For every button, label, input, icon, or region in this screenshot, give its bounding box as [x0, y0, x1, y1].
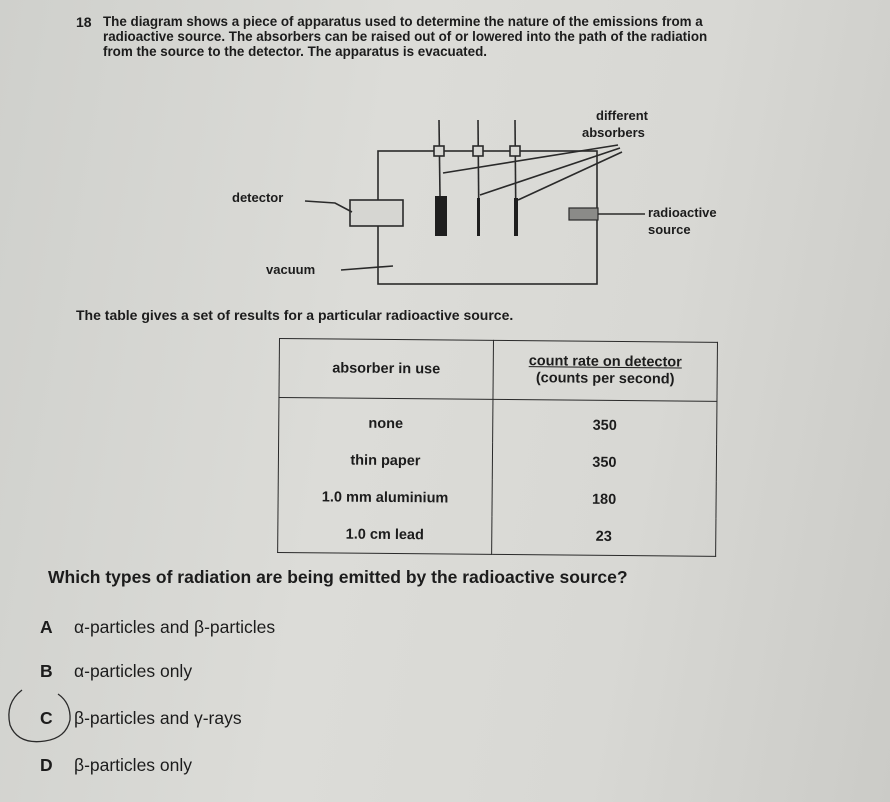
option-letter: D	[40, 755, 53, 775]
intro-line: The diagram shows a piece of apparatus used to determine the nature of the emissions from a	[103, 14, 703, 29]
count-header-line2: (counts per second)	[535, 370, 675, 388]
vacuum-leader	[341, 266, 393, 270]
table-row	[278, 478, 716, 519]
radioactive-source-block	[569, 208, 598, 220]
count-cell: 350	[492, 443, 716, 482]
intro-line: from the source to the detector. The apparatus is evacuated.	[103, 44, 487, 59]
results-table	[277, 338, 718, 557]
option-c[interactable]	[40, 708, 242, 729]
absorber-medium	[514, 198, 518, 236]
table-header-row	[279, 339, 717, 402]
absorber-rod-3	[515, 120, 516, 236]
absorbers-leader-3	[518, 152, 622, 200]
detector-label: detector	[232, 190, 284, 205]
vacuum-chamber	[378, 151, 597, 284]
vacuum-label: vacuum	[266, 262, 316, 277]
option-a[interactable]	[40, 617, 275, 638]
detector-box	[350, 200, 403, 226]
table-row	[278, 515, 716, 556]
option-letter: B	[40, 661, 53, 681]
count-column-header	[493, 340, 718, 401]
seal-1	[434, 146, 444, 156]
absorbers-label-line2: absorbers	[582, 125, 645, 140]
count-cell: 350	[493, 399, 717, 444]
option-text: β-particles and γ-rays	[74, 708, 242, 728]
option-text: β-particles only	[74, 755, 193, 775]
absorber-cell: 1.0 mm aluminium	[278, 478, 492, 517]
question-intro	[103, 14, 873, 59]
absorbers-label-line1: different	[596, 108, 648, 123]
seal-3	[510, 146, 520, 156]
detector-leader	[305, 201, 352, 212]
question-number: 18	[76, 14, 92, 30]
table-row	[279, 398, 717, 445]
absorber-cell: 1.0 cm lead	[278, 515, 492, 554]
count-cell: 23	[492, 517, 716, 556]
absorber-column-header: absorber in use	[279, 339, 494, 400]
seal-2	[473, 146, 483, 156]
option-b[interactable]	[40, 661, 192, 682]
absorber-cell: none	[279, 398, 493, 443]
option-letter: A	[40, 617, 53, 637]
radioactive-label-line2: source	[648, 222, 691, 237]
absorber-thick	[435, 196, 447, 236]
table-row	[278, 441, 716, 482]
table-caption: The table gives a set of results for a particular radioactive source.	[76, 307, 514, 323]
count-header-line1: count rate on detector	[528, 353, 682, 371]
question-prompt: Which types of radiation are being emitted by the radioactive source?	[48, 567, 628, 587]
absorber-rod-2	[478, 120, 479, 236]
option-text: α-particles and β-particles	[74, 617, 276, 637]
intro-line: radioactive source. The absorbers can be raised out of or lowered into the path of the radiation	[103, 29, 708, 44]
option-d[interactable]	[40, 755, 192, 776]
absorber-rod-1	[439, 120, 440, 196]
absorbers-leader-2	[480, 148, 620, 195]
absorber-thin	[477, 198, 480, 236]
radioactive-label-line1: radioactive	[648, 205, 717, 220]
count-cell: 180	[492, 480, 716, 519]
absorber-cell: thin paper	[278, 441, 492, 480]
option-letter: C	[40, 708, 53, 728]
option-text: α-particles only	[74, 661, 193, 681]
absorbers-leader-1	[443, 145, 618, 173]
